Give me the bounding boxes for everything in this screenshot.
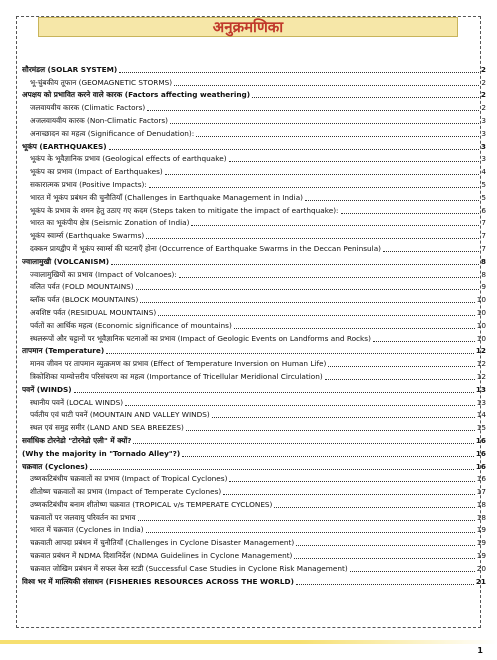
toc-entry-page: 12 [476,371,486,381]
toc-entry-page: 16 [476,474,486,484]
dot-leader [186,430,475,431]
toc-subsection-entry[interactable] [22,497,486,510]
dot-leader [274,507,474,508]
toc-entry-page: 12 [476,359,486,369]
toc-subsection-entry[interactable] [22,164,486,177]
toc-subsection-entry[interactable] [22,126,486,139]
dot-leader [138,520,475,521]
toc-entry-title: भूकंप का प्रभाव (Impact of Earthquakes) [30,167,163,177]
toc-subsection-entry[interactable] [22,113,486,126]
dot-leader [109,149,479,150]
toc-entry-title: तापमान (Temperature) [22,346,105,356]
toc-entry-title: भारत का भूकंपीय क्षेत्र (Seismic Zonation of India) [30,218,190,228]
toc-entry-page: 13 [476,397,486,407]
dot-leader [383,251,479,252]
dot-leader [174,85,479,86]
toc-subsection-entry[interactable] [22,561,486,574]
toc-entry-page: 2 [480,64,486,74]
toc-entry-page: 19 [476,551,486,561]
toc-subsection-entry[interactable] [22,523,486,536]
toc-subsection-entry[interactable] [22,318,486,331]
toc-entry-title: अपक्षय को प्रभावित करने वाले कारक (Factors affecting weathering) [22,90,251,100]
toc-entry-page: 21 [475,576,486,586]
dot-leader [158,315,475,316]
dot-leader [106,353,474,354]
dot-leader [229,481,474,482]
toc-entry-title: भूकंप के भूवैज्ञानिक प्रभाव (Geological effects of earthquake) [30,154,227,164]
dot-leader [328,366,474,367]
toc-entry-title: चक्रवात प्रबंधन में NDMA दिशानिर्देश (NDMA Guidelines in Cyclone Management) [30,551,293,561]
dot-leader [170,123,479,124]
toc-entry-title: विश्व भर में मात्स्यिकी संसाधन (FISHERIES RESOURCES ACROSS THE WORLD) [22,576,294,586]
toc-entry-page: 16 [475,448,486,458]
toc-entry-title: उष्णकटिबंधीय चक्रवातों का प्रभाव (Impact of Tropical Cyclones) [30,474,228,484]
dot-leader [140,302,474,303]
toc-entry-page: 18 [476,499,486,509]
toc-entry-title: चक्रवात जोखिम प्रबंधन में सफल केस स्टडी (Successful Case Studies in Cyclone Risk Management) [30,563,348,573]
toc-entry-title: पवनें (WINDS) [22,384,72,394]
toc-entry-page: 17 [476,487,486,497]
toc-entry-title: ब्लॉक पर्वत (BLOCK MOUNTAINS) [30,295,139,305]
toc-subsection-entry[interactable] [22,472,486,485]
dot-leader [179,277,480,278]
toc-entry-title: पर्वतों का आर्थिक महत्व (Economic significance of mountains) [30,320,232,330]
dot-leader [305,200,479,201]
toc-entry-title: भूकंप के प्रभाव के शमन हेतु उठाए गए कदम (Steps taken to mitigate the impact of earthquake): [30,205,339,215]
toc-subsection-entry[interactable] [22,331,486,344]
toc-entry-title: अवशिष्ट पर्वत (RESIDUAL MOUNTAINS) [30,307,157,317]
toc-entry-page: 7 [481,231,486,241]
dot-leader [294,558,474,559]
dot-leader [223,494,474,495]
dot-leader [119,72,479,73]
toc-entry-page: 19 [476,538,486,548]
toc-subsection-entry[interactable] [22,369,486,382]
page-number: 1 [477,646,483,655]
toc-subsection-entry[interactable] [22,228,486,241]
toc-entry-title: स्थल एवं समुद्र समीर (LAND AND SEA BREEZES) [30,423,184,433]
toc-section-entry[interactable] [22,459,486,472]
toc-entry-page: 9 [481,282,486,292]
dot-leader [136,289,480,290]
toc-entry-title: सर्वाधिक टोरनेडो "टोरनेडो एली" में क्यों? [22,435,132,445]
toc-section-entry[interactable] [22,574,486,587]
dot-leader [111,264,479,265]
toc-entry-page: 7 [481,218,486,228]
toc-subsection-entry[interactable] [22,216,486,229]
toc-entry-title: दक्कन प्रायद्वीप में भूकंप स्वार्म्स की घटनाएँ होना (Occurrence of Earthquake Swarms in the Deccan Peninsula) [30,243,382,253]
toc-entry-page: 13 [475,384,486,394]
toc-entry-title: सकारात्मक प्रभाव (Positive Impacts): [30,179,147,189]
toc-subsection-entry[interactable] [22,177,486,190]
toc-title-banner [38,17,458,37]
toc-entry-page: 3 [480,141,486,151]
dot-leader [165,174,480,175]
toc-entry-page: 3 [481,115,486,125]
toc-entry-page: 2 [481,103,486,113]
dot-leader [229,161,480,162]
toc-entry-title: (Why the majority in "Tornado Alley"?) [22,448,181,458]
toc-entry-page: 14 [476,410,486,420]
toc-entry-page: 18 [476,512,486,522]
toc-entry-title: अनाच्छादन का महत्व (Significance of Denudation): [30,128,195,138]
dot-leader [296,584,474,585]
dot-leader [373,341,475,342]
toc-section-entry[interactable] [22,139,486,152]
dot-leader [182,456,474,457]
toc-subsection-entry[interactable] [22,535,486,548]
toc-entry-title: वलित पर्वत (FOLD MOUNTAINS) [30,282,134,292]
toc-subsection-entry[interactable] [22,395,486,408]
dot-leader [90,469,474,470]
toc-entry-title: चक्रवातों पर जलवायु परिवर्तन का प्रभाव [30,512,136,522]
toc-entry-title: अजलवायवीय कारक (Non-Climatic Factors) [30,115,168,125]
toc-subsection-entry[interactable] [22,305,486,318]
table-of-contents [22,62,486,587]
toc-section-entry[interactable] [22,62,486,75]
toc-entry-page: 12 [475,346,486,356]
toc-entry-title: चक्रवात (Cyclones) [22,461,88,471]
toc-section-entry[interactable] [22,344,486,357]
toc-entry-page: 5 [481,192,486,202]
toc-entry-title: स्थलरूपों और चट्टानों पर भूवैज्ञानिक घटनाओं का प्रभाव (Impact of Geologic Events on Landforms and Rocks) [30,333,371,343]
toc-subsection-entry[interactable] [22,548,486,561]
toc-entry-title: चक्रवाती आपदा प्रबंधन में चुनौतियाँ (Challenges in Cyclone Disaster Management) [30,538,295,548]
page-title: अनुक्रमणिका [212,18,284,36]
toc-entry-page: 4 [481,167,486,177]
dot-leader [147,110,479,111]
dot-leader [252,97,479,98]
toc-entry-title: ज्वालामुखियों का प्रभाव (Impact of Volcanoes): [30,269,177,279]
dot-leader [191,225,479,226]
toc-entry-title: भू-चुंबकीय तूफान (GEOMAGNETIC STORMS) [30,77,173,87]
dot-leader [296,545,474,546]
toc-section-entry[interactable] [22,254,486,267]
toc-entry-title: पर्वतीय एवं घाटी पवनें (MOUNTAIN AND VALLEY WINDS) [30,410,210,420]
toc-subsection-entry[interactable] [22,241,486,254]
toc-subsection-entry[interactable] [22,100,486,113]
toc-subsection-entry[interactable] [22,280,486,293]
dot-leader [133,443,473,444]
toc-subsection-entry[interactable] [22,484,486,497]
toc-entry-page: 10 [476,333,486,343]
toc-entry-title: जलवायवीय कारक (Climatic Factors) [30,103,146,113]
toc-entry-page: 2 [481,77,486,87]
toc-entry-title: भारत में भूकंप प्रबंधन की चुनौतियाँ (Challenges in Earthquake Management in India) [30,192,304,202]
toc-entry-page: 3 [481,154,486,164]
toc-entry-title: भारत में चक्रवात (Cyclones in India) [30,525,144,535]
toc-entry-title: मानव जीवन पर तापमान व्युत्क्रमण का प्रभाव (Effect of Temperature Inversion on Human Life) [30,359,327,369]
toc-entry-title: त्रिकोशिका याम्योत्तरीय परिसंचरण का महत्व (Importance of Tricellular Meridional Circulation) [30,371,323,381]
toc-section-entry[interactable] [22,382,486,395]
toc-entry-page: 19 [476,525,486,535]
dot-leader [146,238,479,239]
toc-entry-title: ज्वालामुखी (VOLCANISM) [22,256,110,266]
toc-entry-page: 10 [476,295,486,305]
toc-entry-title: भूकंप स्वार्म्स (Earthquake Swarms) [30,231,145,241]
dot-leader [196,136,479,137]
dot-leader [234,328,475,329]
toc-entry-title: स्थानीय पवनें (LOCAL WINDS) [30,397,124,407]
toc-entry-page: 10 [476,307,486,317]
toc-entry-page: 7 [481,243,486,253]
toc-entry-page: 6 [481,205,486,215]
toc-subsection-entry[interactable] [22,420,486,433]
toc-entry-page: 16 [475,435,486,445]
toc-entry-title: उष्णकटिबंधीय बनाम शीतोष्ण चक्रवात (TROPICAL v/s TEMPERATE CYCLONES) [30,499,273,509]
toc-section-entry[interactable] [22,433,486,446]
toc-subsection-entry[interactable] [22,356,486,369]
toc-entry-title: भूकंप (EARTHQUAKES) [22,141,107,151]
toc-entry-title: शीतोष्ण चक्रवातों का प्रभाव (Impact of Temperate Cyclones) [30,487,222,497]
dot-leader [125,405,475,406]
toc-entry-page: 16 [475,461,486,471]
toc-section-entry[interactable] [22,446,486,459]
dot-leader [212,417,475,418]
footer-divider [0,640,497,644]
dot-leader [146,532,475,533]
toc-entry-page: 15 [476,423,486,433]
toc-entry-page: 8 [481,269,486,279]
dot-leader [350,571,475,572]
dot-leader [74,392,474,393]
dot-leader [325,379,475,380]
toc-subsection-entry[interactable] [22,267,486,280]
toc-subsection-entry[interactable] [22,152,486,165]
toc-subsection-entry[interactable] [22,408,486,421]
toc-entry-title: सौरमंडल (SOLAR SYSTEM) [22,64,118,74]
dot-leader [149,187,480,188]
toc-entry-page: 10 [476,320,486,330]
toc-entry-page: 3 [481,128,486,138]
toc-entry-page: 2 [480,90,486,100]
toc-subsection-entry[interactable] [22,190,486,203]
toc-subsection-entry[interactable] [22,203,486,216]
toc-entry-page: 5 [481,179,486,189]
toc-section-entry[interactable] [22,88,486,101]
dot-leader [341,213,480,214]
toc-entry-page: 20 [476,563,486,573]
toc-subsection-entry[interactable] [22,75,486,88]
toc-subsection-entry[interactable] [22,292,486,305]
toc-entry-page: 8 [480,256,486,266]
toc-subsection-entry[interactable] [22,510,486,523]
